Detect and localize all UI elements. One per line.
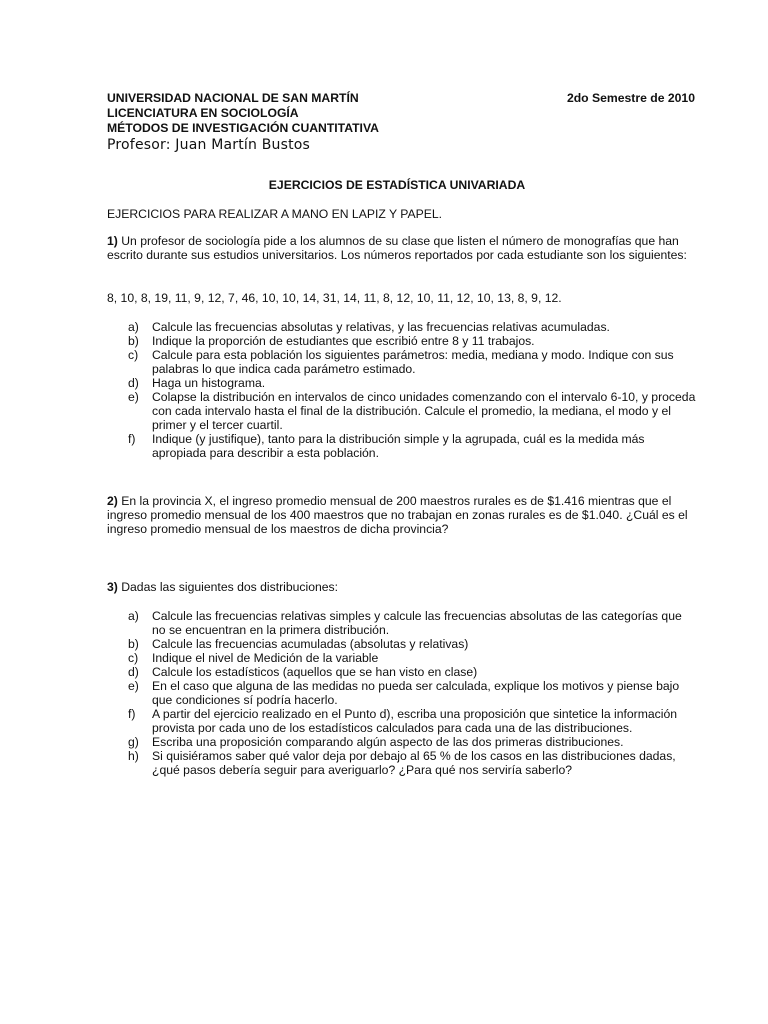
list-item — [107, 376, 697, 390]
list-item — [107, 334, 697, 348]
exercise-2-number: 2) — [107, 494, 118, 508]
list-item — [107, 637, 697, 651]
item-marker: h) — [128, 749, 139, 763]
exercise-3-text: Dadas las siguientes dos distribuciones: — [117, 580, 339, 594]
item-marker: d) — [128, 665, 139, 679]
page-title: EJERCICIOS DE ESTADÍSTICA UNIVARIADA — [268, 178, 526, 192]
list-item — [107, 651, 697, 665]
list-item — [107, 707, 697, 735]
exercise-3-number: 3) — [107, 580, 118, 594]
list-item — [107, 665, 697, 679]
degree-name: LICENCIATURA EN SOCIOLOGÍA — [107, 106, 299, 120]
item-marker: a) — [128, 320, 139, 334]
item-marker: f) — [128, 707, 136, 721]
item-text: Calcule las frecuencias absolutas y relativas, y las frecuencias relativas acumuladas. — [152, 320, 610, 334]
list-item — [107, 735, 697, 749]
list-item — [107, 609, 697, 637]
exercise-2-text: En la provincia X, el ingreso promedio mensual de 200 maestros rurales es de $1.416 mientras que el ingreso promedio mensual de los 400 maestros que no trabajan en zonas rurales es de $1.040. ¿Cuál es el ingreso promedio mensual de los maestros de dicha provincia? — [107, 494, 688, 536]
list-item — [107, 432, 697, 460]
list-item — [107, 749, 697, 777]
item-marker: g) — [128, 735, 139, 749]
exercise-1 — [107, 234, 697, 262]
item-text: Escriba una proposición comparando algún aspecto de las dos primeras distribuciones. — [152, 735, 624, 749]
list-item — [107, 390, 697, 432]
item-marker: c) — [128, 651, 139, 665]
exercise-2-statement — [107, 494, 697, 536]
item-text: Calcule para esta población los siguientes parámetros: media, mediana y modo. Indique con sus palabras lo que indica cada parámetro estimado. — [152, 348, 674, 376]
semester-label: 2do Semestre de 2010 — [566, 91, 695, 105]
item-text: Colapse la distribución en intervalos de cinco unidades comenzando con el intervalo 6-10, y proceda con cada intervalo hasta el final de la distribución. Calcule el promedio, la mediana, el modo y el primer y el tercer cuartil. — [152, 390, 696, 432]
exercise-3-items — [107, 609, 697, 777]
item-text: En el caso que alguna de las medidas no pueda ser calculada, explique los motivos y piense bajo que condiciones sí podría hacerlo. — [152, 679, 680, 707]
item-marker: d) — [128, 376, 139, 390]
exercise-1-number: 1) — [107, 234, 118, 248]
item-marker: e) — [128, 390, 139, 404]
exercise-1-data: 8, 10, 8, 19, 11, 9, 12, 7, 46, 10, 10, 14, 31, 14, 11, 8, 12, 10, 11, 12, 10, 13, 8, 9, 12. — [107, 291, 562, 305]
item-text: Calcule las frecuencias acumuladas (absolutas y relativas) — [152, 637, 469, 651]
item-text: Calcule los estadísticos (aquellos que se han visto en clase) — [152, 665, 478, 679]
exercise-3-statement — [107, 580, 697, 594]
exercise-1-items — [107, 320, 697, 460]
exercise-2 — [107, 494, 697, 536]
document-header — [107, 91, 697, 154]
item-text: Indique (y justifique), tanto para la distribución simple y la agrupada, cuál es la medida más apropiada para describir a esta población. — [152, 432, 645, 460]
exercise-3 — [107, 580, 697, 594]
exercise-1-statement — [107, 234, 697, 262]
instructions-subtitle: EJERCICIOS PARA REALIZAR A MANO EN LAPIZ Y PAPEL. — [107, 207, 443, 221]
item-text: Indique el nivel de Medición de la variable — [152, 651, 379, 665]
item-text: Indique la proporción de estudiantes que escribió entre 8 y 11 trabajos. — [152, 334, 535, 348]
item-text: A partir del ejercicio realizado en el Punto d), escriba una proposición que sintetice la información provista por cada uno de los estadísticos calculados para cada una de las distribuciones. — [152, 707, 678, 735]
list-item — [107, 679, 697, 707]
item-text: Calcule las frecuencias relativas simples y calcule las frecuencias absolutas de las categorías que no se encuentran en la primera distribución. — [152, 609, 682, 637]
course-name: MÉTODOS DE INVESTIGACIÓN CUANTITATIVA — [107, 121, 379, 135]
exercise-1-text: Un profesor de sociología pide a los alumnos de su clase que listen el número de monografías que han escrito durante sus estudios universitarios. Los números reportados por cada estudiante son los siguientes: — [107, 234, 687, 262]
professor-name: Profesor: Juan Martín Bustos — [107, 137, 311, 153]
item-marker: a) — [128, 609, 139, 623]
list-item — [107, 348, 697, 376]
item-text: Si quisiéramos saber qué valor deja por debajo al 65 % de los casos en las distribuciones dadas, ¿qué pasos debería seguir para averiguarlo? ¿Para qué nos serviría saberlo? — [152, 749, 676, 777]
item-marker: b) — [128, 637, 139, 651]
item-marker: f) — [128, 432, 136, 446]
university-name: UNIVERSIDAD NACIONAL DE SAN MARTÍN — [107, 91, 359, 105]
item-marker: b) — [128, 334, 139, 348]
item-marker: e) — [128, 679, 139, 693]
item-text: Haga un histograma. — [152, 376, 266, 390]
item-marker: c) — [128, 348, 139, 362]
list-item — [107, 320, 697, 334]
